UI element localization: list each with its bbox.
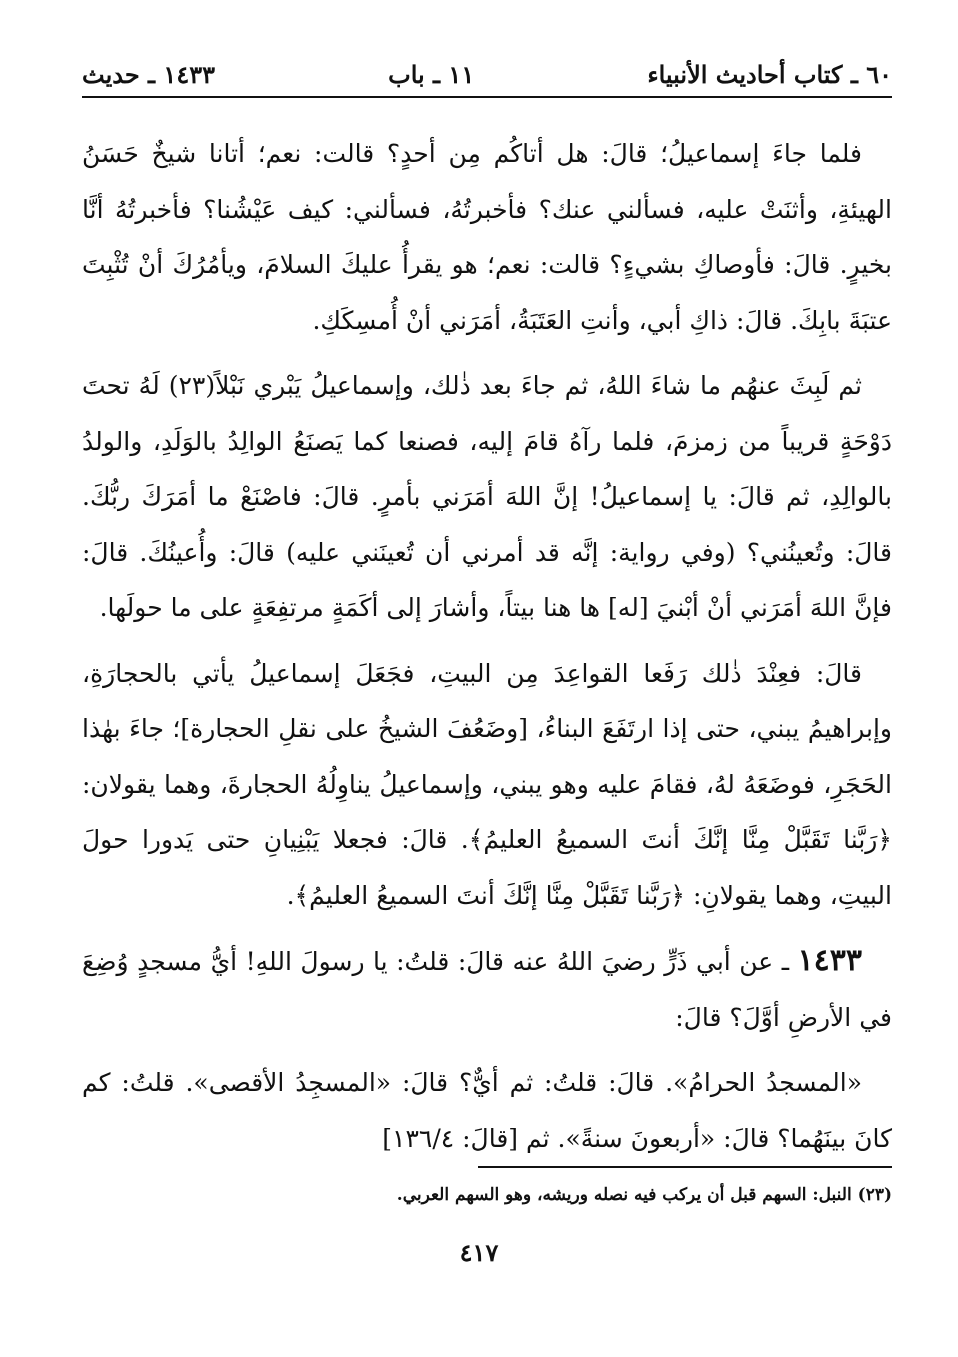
header-chapter: ١١ ـ باب bbox=[388, 59, 475, 89]
page-number: ٤١٧ bbox=[459, 1238, 499, 1267]
main-text bbox=[82, 126, 892, 1170]
hadith-number: ١٤٣٣ bbox=[797, 943, 862, 978]
hadith-intro-text: ـ عن أبي ذَرٍّ رضيَ اللهُ عنه قالَ: قلتُ: يا رسولَ اللهِ! أيُّ مسجدٍ وُضِعَ في الأرضِ أوَّلَ؟ قالَ: bbox=[82, 947, 892, 1032]
footnote: (٢٣) النبل: السهم قبل أن يركب فيه نصله وريشه، وهو السهم العربي. bbox=[396, 1185, 892, 1205]
hadith-intro bbox=[82, 933, 892, 1045]
running-header bbox=[82, 54, 892, 94]
hadith-answer: «المسجدُ الحرامُ». قالَ: قلتُ: ثم أيٌّ؟ قالَ: «المسجِدُ الأقصى». قلتُ: كم كانَ بينَهُما؟ قالَ: «أربعونَ سنةً». ثم [قالَ: ١٣٦/٤] bbox=[82, 1068, 892, 1153]
paragraph-3: قالَ: فعِنْدَ ذٰلك رَفَعا القواعِدَ مِن البيتِ، فجَعَلَ إسماعيلُ يأتي بالحجارَةِ، وإبراهيمُ يبني، حتى إذا ارتَفَعَ البناءُ، [وضَعُفَ الشيخُ على نقلِ الحجارة]؛ جاءَ بهٰذا الحَجَرِ، فوضَعَهُ لهُ، فقامَ عليه وهو يبني، وإسماعيلُ يناوِلُهُ الحجارةَ، وهما يقولان: ﴿رَبَّنا تَقَبَّلْ مِنَّا إنَّكَ أنتَ السميعُ العليمُ﴾. قالَ: فجعلا يَبْنِيانِ حتى يَدورا حولَ البيتِ، وهما يقولانِ: ﴿رَبَّنا تَقَبَّلْ مِنَّا إنَّكَ أنتَ السميعُ العليمُ﴾. bbox=[82, 658, 892, 910]
footnote-divider bbox=[478, 1166, 892, 1168]
paragraph-1: فلما جاءَ إسماعيلُ؛ قالَ: هل أتاكُم مِن أحدٍ؟ قالت: نعم؛ أتانا شيخٌ حَسَنُ الهيئةِ، وأثنَتْ عليه، فسألني عنك؟ فأخبرتُهُ، فسألني: كيف عَيْشُنا؟ فأخبرتُهُ أنَّا بخيرٍ. قالَ: فأوصاكِ بشيءٍ؟ قالت: نعم؛ هو يقرأُ عليكَ السلامَ، ويأمُرُكَ أنْ تُثْبِتَ عتبَةَ بابِكَ. قالَ: ذاكِ أبي، وأنتِ العَتَبَةُ، أمَرَني أنْ أُمسِكَكِ. bbox=[82, 139, 892, 335]
header-hadith-number: ١٤٣٣ ـ حديث bbox=[82, 59, 215, 89]
header-book-title: ٦٠ ـ كتاب أحاديث الأنبياء bbox=[647, 59, 892, 89]
header-divider bbox=[82, 96, 892, 98]
paragraph-2: ثم لَبِثَ عنهُم ما شاءَ اللهُ، ثم جاءَ بعد ذٰلك، وإسماعيلُ يَبْري نَبْلاً(٢٣) لَهُ تحتَ دَوْحَةٍ قريباً من زمزمَ، فلما رآهُ قامَ إليه، فصنعا كما يَصنَعُ الوالِدُ بالوَلَدِ، والولدُ بالوالِدِ، ثم قالَ: يا إسماعيلُ! إنَّ اللهَ أمَرَني بأمرٍ. قالَ: فاصْنَعْ ما أمَرَكَ ربُّكَ. قالَ: وتُعينُني؟ (وفي رواية: إنَّه قد أمرني أن تُعينَني عليه) قالَ: وأُعينُكَ. قالَ: فإنَّ اللهَ أمَرَني أنْ أبْنيَ [له] ها هنا بيتاً، وأشارَ إلى أكَمَةٍ مرتفِعَةٍ على ما حولَها. bbox=[82, 371, 892, 622]
